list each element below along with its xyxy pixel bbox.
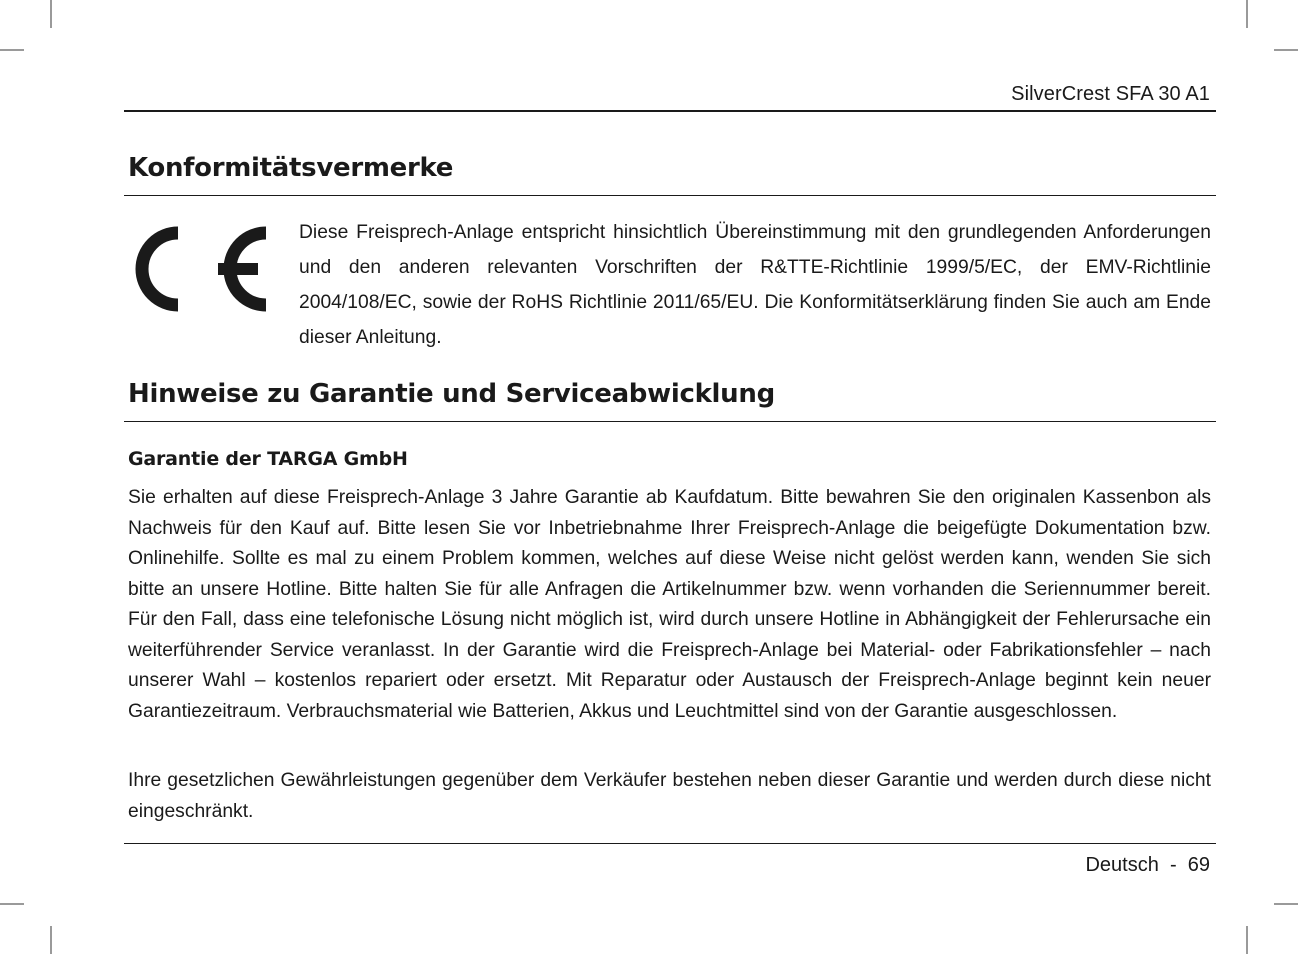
warranty-subheading: Garantie der TARGA GmbH — [128, 448, 408, 470]
crop-mark-top-right-h — [1274, 49, 1298, 51]
warranty-paragraph-1: Sie erhalten auf diese Freisprech-Anlage 3 Jahre Garantie ab Kaufdatum. Bitte bewahren Sie den originalen Kassenbon als Nachweis für den Kauf auf. Bitte lesen Sie vor Inbetriebnahme Ihrer Freisprech-Anlage die beigefügte Dokumentation bzw. Onlinehilfe. Sollte es mal zu einem Problem kommen, welches auf diese Weise nicht gelöst werden kann, wenden Sie sich bitte an unsere Hotline. Bitte halten Sie für alle Anfragen die Artikelnummer bzw. wenn vorhanden die Seriennummer bereit. Für den Fall, dass eine telefonische Lösung nicht möglich ist, wird durch unsere Hotline in Abhängigkeit der Fehlerursache ein weiterführender Service veranlasst. In der Garantie wird die Freisprech-Anlage bei Material- oder Fabrikationsfehler – nach unserer Wahl – kostenlos repariert oder ersetzt. Mit Reparatur oder Austausch der Freisprech-Anlage beginnt kein neuer Garantiezeitraum. Verbrauchsmaterial wie Batterien, Akkus und Leuchtmittel sind von der Garantie ausgeschlossen. — [128, 487, 1211, 722]
header-rule — [124, 110, 1216, 112]
warranty-heading: Hinweise zu Garantie und Serviceabwicklung — [128, 379, 775, 409]
footer-rule — [124, 843, 1216, 844]
crop-mark-bottom-left — [50, 926, 52, 954]
warranty-paragraph-2: Ihre gesetzlichen Gewährleistungen gegenüber dem Verkäufer bestehen neben dieser Garantie und werden durch diese nicht eingeschränkt. — [128, 770, 1211, 822]
conformity-text: Diese Freisprech-Anlage entspricht hinsichtlich Übereinstimmung mit den grundlegenden Anforderungen und den anderen relevanten Vorschriften der R&TTE-Richtlinie 1999/5/EC, der EMV-Richtlinie 2004/108/EC, sowie der RoHS Richtlinie 2011/65/EU. Die Konformitätserklärung finden Sie auch am Ende dieser Anleitung. — [299, 222, 1211, 348]
crop-mark-bottom-right-h — [1274, 903, 1298, 905]
crop-mark-top-left-h — [0, 49, 24, 51]
crop-mark-top-right — [1246, 0, 1248, 28]
crop-mark-bottom-left-h — [0, 903, 24, 905]
conformity-heading: Konformitätsvermerke — [128, 153, 454, 183]
running-header: SilverCrest SFA 30 A1 — [1011, 83, 1210, 105]
crop-mark-top-left — [50, 0, 52, 28]
warranty-heading-rule — [124, 421, 1216, 422]
ce-mark-icon — [126, 219, 268, 319]
conformity-heading-rule — [124, 195, 1216, 196]
crop-mark-bottom-right — [1246, 926, 1248, 954]
page-number: Deutsch - 69 — [1085, 854, 1210, 876]
